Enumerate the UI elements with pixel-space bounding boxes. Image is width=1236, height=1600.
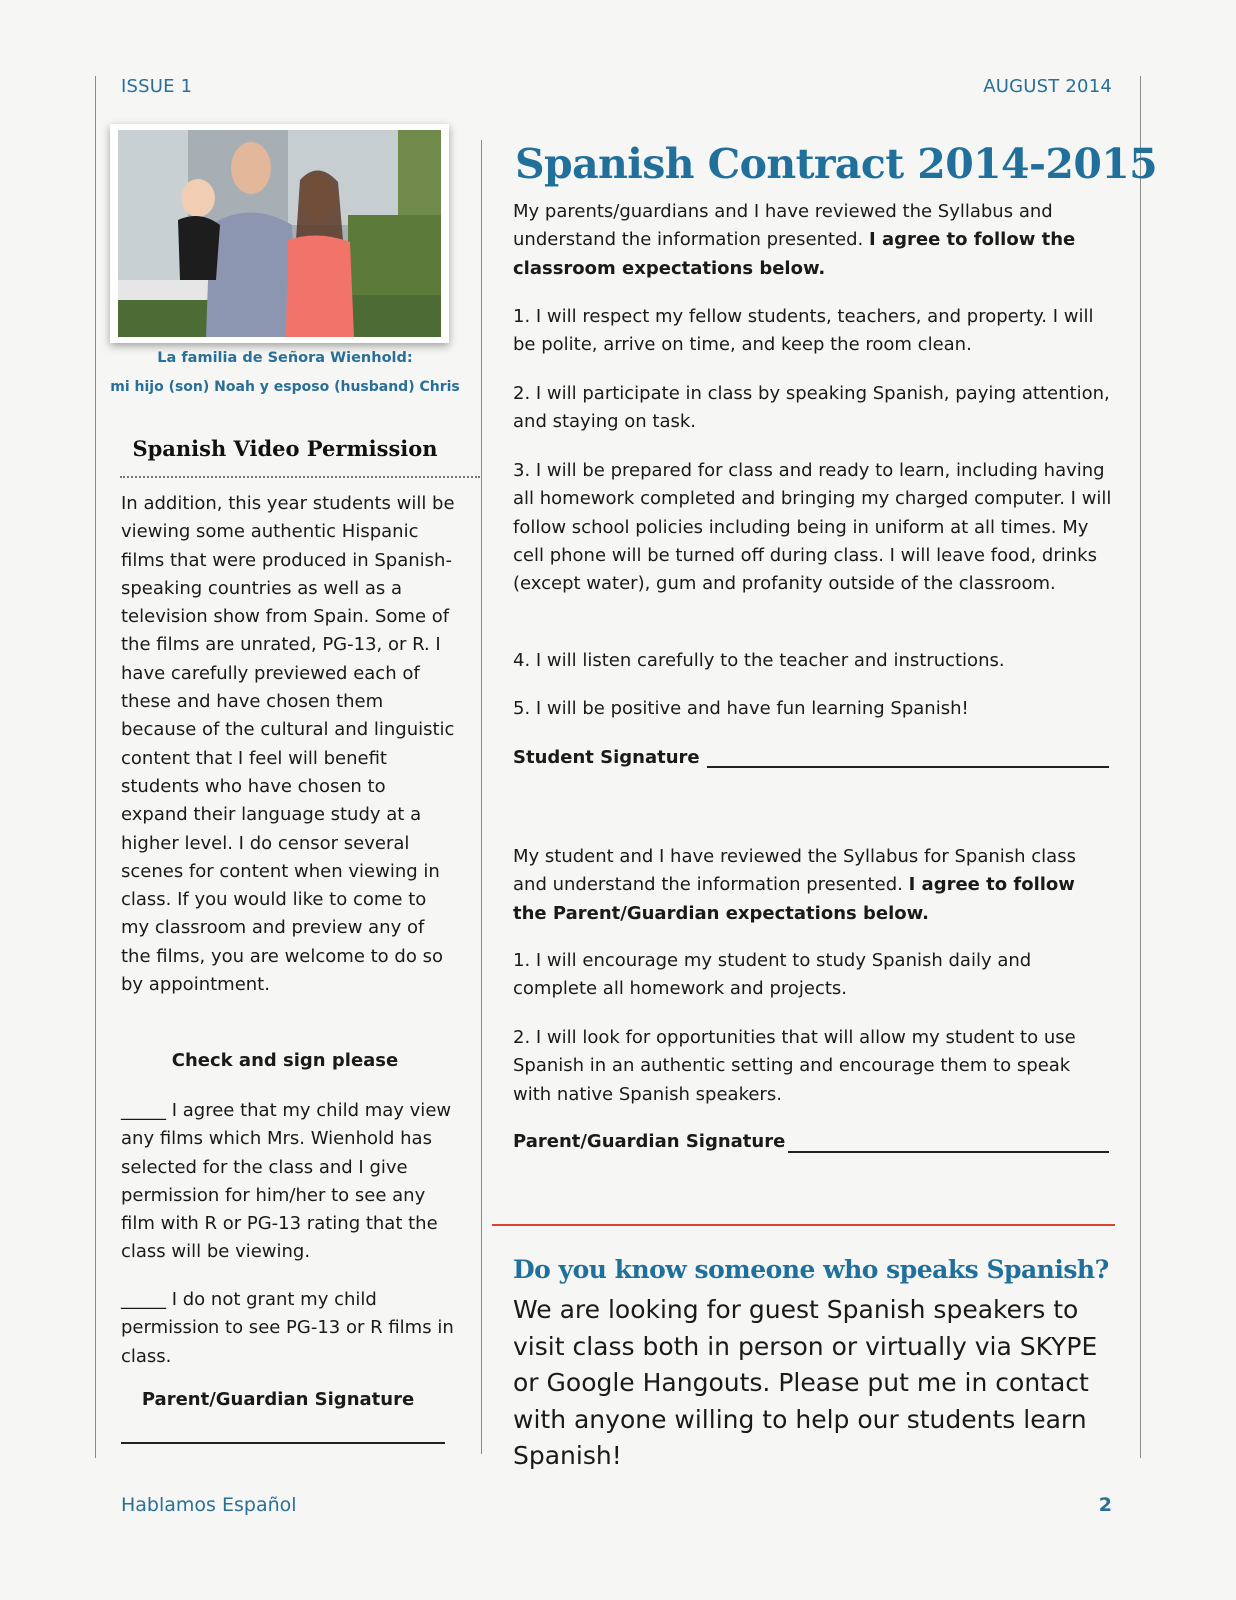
video-permission-body: In addition, this year students will be viewing some authentic Hispanic films that were produced in Spanish-speaking countries as well as a television show from Spain. Some of the films are unrated, PG-13, or R. I have carefully previewed each of these and have chosen them because of the cultural and linguistic content that I feel will benefit students who have chosen to expand their language study at a higher level. I do censor several scenes for content when viewing in class. If you would like to come to my classroom and preview any of the films, you are welcome to do so by appointment.: [121, 493, 455, 996]
check-sign-heading: Check and sign please: [171, 1050, 399, 1071]
photo-frame: [110, 124, 449, 343]
family-photo-illustration: [118, 130, 441, 337]
parent-intro-bold: I agree to follow the Parent/Guardian expectations below.: [513, 874, 1075, 924]
page-number: 2: [1098, 1494, 1112, 1516]
right-margin-rule: [1140, 76, 1141, 1458]
photo-caption-line1: La familia de Señora Wienhold:: [157, 350, 413, 366]
parent-signature-line[interactable]: [788, 1151, 1109, 1153]
student-signature-label: Student Signature: [513, 747, 700, 768]
section-divider-red: [492, 1224, 1115, 1226]
parent-item-1: 1. I will encourage my student to study Spanish daily and complete all homework and projects.: [513, 950, 1032, 1000]
left-margin-rule: [95, 76, 96, 1458]
video-permission-title: Spanish Video Permission: [132, 436, 438, 461]
student-intro: [513, 198, 1113, 283]
student-item-2: 2. I will participate in class by speaking Spanish, paying attention, and staying on task.: [513, 383, 1110, 433]
student-item-4: 4. I will listen carefully to the teacher and instructions.: [513, 650, 1005, 671]
parent-intro: [513, 843, 1113, 928]
student-item-3: 3. I will be prepared for class and ready to learn, including having all homework completed and bringing my charged computer. I will follow school policies including being in uniform at all times. My cell phone will be turned off during class. I will leave food, drinks (except water), gum and profanity outside of the classroom.: [513, 460, 1112, 595]
student-item-1: 1. I will respect my fellow students, teachers, and property. I will be polite, arrive on time, and keep the room clean.: [513, 306, 1094, 356]
sidebar-signature-label: Parent/Guardian Signature: [141, 1389, 415, 1410]
photo-caption-line2: mi hijo (son) Noah y esposo (husband) Chris: [110, 379, 460, 395]
student-intro-text: My parents/guardians and I have reviewed the Syllabus and understand the information presented.: [513, 201, 1053, 251]
decline-option[interactable]: _____ I do not grant my child permission to see PG-13 or R films in class.: [121, 1289, 454, 1367]
issue-date: AUGUST 2014: [983, 76, 1112, 97]
callout-body: We are looking for guest Spanish speakers to visit class both in person or virtually via SKYPE or Google Hangouts. Please put me in contact with anyone willing to help our students learn Spanish!: [513, 1295, 1098, 1470]
agree-option[interactable]: _____ I agree that my child may view any films which Mrs. Wienhold has selected for the class and I give permission for him/her to see any film with R or PG-13 rating that the class will be viewing.: [121, 1100, 452, 1263]
parent-intro-text: My student and I have reviewed the Syllabus for Spanish class and understand the information presented.: [513, 846, 1076, 896]
newsletter-name: Hablamos Español: [121, 1494, 297, 1516]
issue-label: ISSUE 1: [121, 76, 193, 97]
callout-title: Do you know someone who speaks Spanish?: [513, 1255, 1109, 1284]
student-item-5: 5. I will be positive and have fun learning Spanish!: [513, 698, 969, 719]
column-divider-rule: [481, 140, 482, 1454]
family-photo: [118, 130, 441, 337]
dotted-divider: [120, 476, 480, 478]
contract-title: Spanish Contract 2014-2015: [515, 140, 1158, 188]
parent-signature-label: Parent/Guardian Signature: [513, 1131, 786, 1152]
student-signature-line[interactable]: [707, 766, 1109, 768]
sidebar-signature-line[interactable]: [121, 1442, 445, 1444]
student-intro-bold: I agree to follow the classroom expectations below.: [513, 229, 1076, 279]
parent-item-2: 2. I will look for opportunities that will allow my student to use Spanish in an authentic setting and encourage them to speak with native Spanish speakers.: [513, 1027, 1076, 1105]
